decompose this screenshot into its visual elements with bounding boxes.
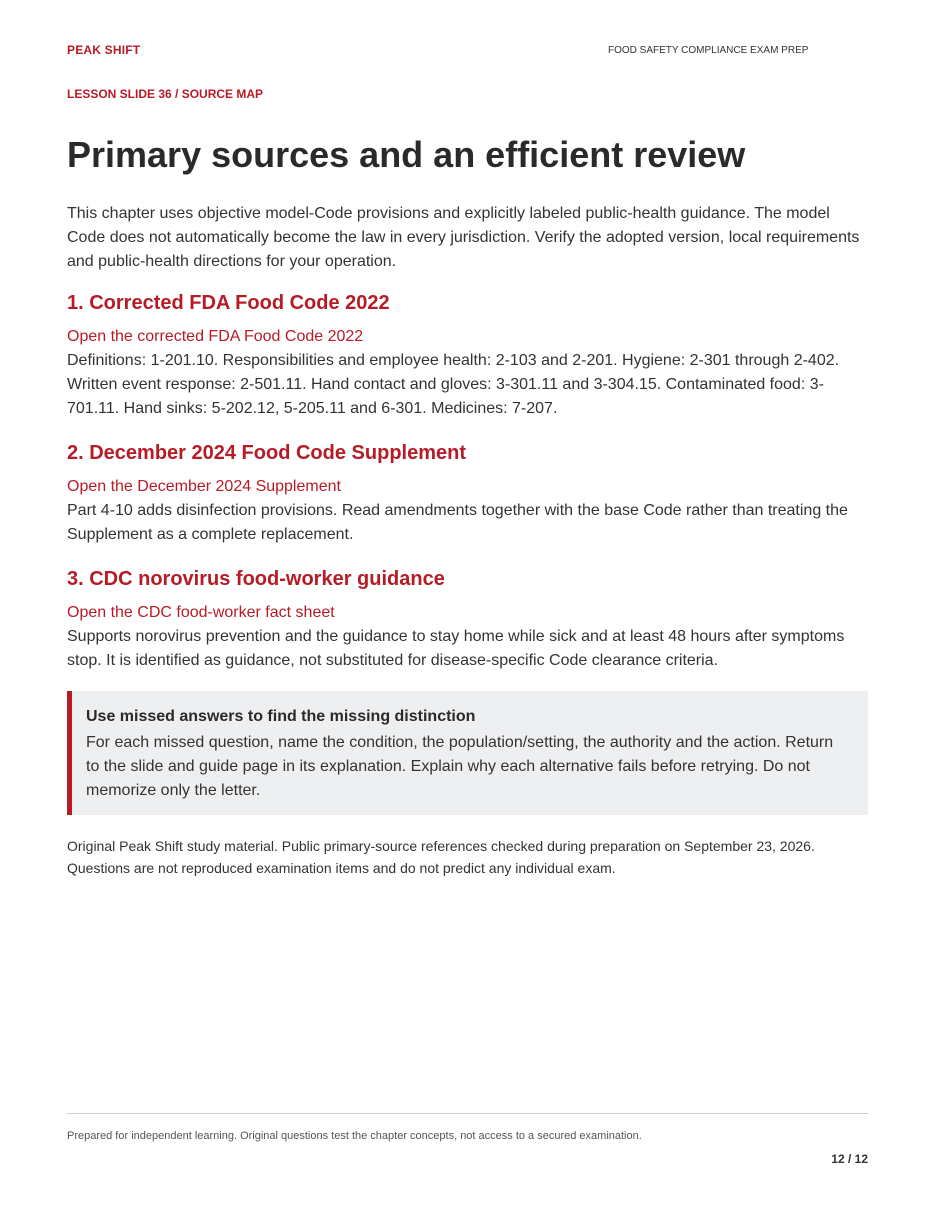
- section-fda-food-code: [67, 289, 868, 421]
- header-course-title: FOOD SAFETY COMPLIANCE EXAM PREP: [608, 45, 809, 56]
- callout-text: For each missed question, name the condition, the population/setting, the authority and the action. Return to the slide and guide page in its explanation. Explain why each alternative fails before retrying. Do not memorize only the letter.: [86, 734, 834, 799]
- section-heading: 1. Corrected FDA Food Code 2022: [67, 292, 390, 314]
- section-heading: 2. December 2024 Food Code Supplement: [67, 442, 466, 464]
- footer-divider: [67, 1113, 868, 1114]
- source-note: Original Peak Shift study material. Public primary-source references checked during preparation on September 23, 2026. Questions are not reproduced examination items and do not predict any individual exam.: [67, 838, 815, 876]
- section-heading: 3. CDC norovirus food-worker guidance: [67, 568, 445, 590]
- section-cdc-norovirus: [67, 565, 868, 673]
- document-page: [67, 0, 868, 1210]
- section-text: Definitions: 1-201.10. Responsibilities and employee health: 2-103 and 2-201. Hygiene: 2-301 through 2-402. Written event response: 2-501.11. Hand contact and gloves: 3-301.11 and 3-304.15. Contaminated food: 3-701.11. Hand sinks: 5-202.12, 5-205.11 and 6-301. Medicines: 7-207.: [67, 352, 840, 417]
- page-number: 12 / 12: [831, 1152, 868, 1166]
- source-link-cdc-fact-sheet[interactable]: Open the CDC food-worker fact sheet: [67, 604, 335, 621]
- section-text: Part 4-10 adds disinfection provisions. Read amendments together with the base Code rather than treating the Supplement as a complete replacement.: [67, 502, 848, 543]
- source-link-fda-food-code[interactable]: Open the corrected FDA Food Code 2022: [67, 328, 364, 345]
- page-title: Primary sources and an efficient review: [67, 134, 746, 175]
- footer-text: Prepared for independent learning. Original questions test the chapter concepts, not access to a secured examination.: [67, 1130, 642, 1142]
- callout-title: Use missed answers to find the missing distinction: [86, 708, 476, 725]
- intro-paragraph: This chapter uses objective model-Code provisions and explicitly labeled public-health guidance. The model Code does not automatically become the law in every jurisdiction. Verify the adopted version, local requirements and public-health directions for your operation.: [67, 205, 860, 270]
- study-tip-callout: [67, 691, 868, 815]
- brand-name: PEAK SHIFT: [67, 43, 141, 57]
- section-text: Supports norovirus prevention and the guidance to stay home while sick and at least 48 hours after symptoms stop. It is identified as guidance, not substituted for disease-specific Code clearance criteria.: [67, 628, 845, 669]
- source-link-supplement[interactable]: Open the December 2024 Supplement: [67, 478, 341, 495]
- section-food-code-supplement: [67, 439, 868, 547]
- lesson-eyebrow: LESSON SLIDE 36 / SOURCE MAP: [67, 87, 264, 101]
